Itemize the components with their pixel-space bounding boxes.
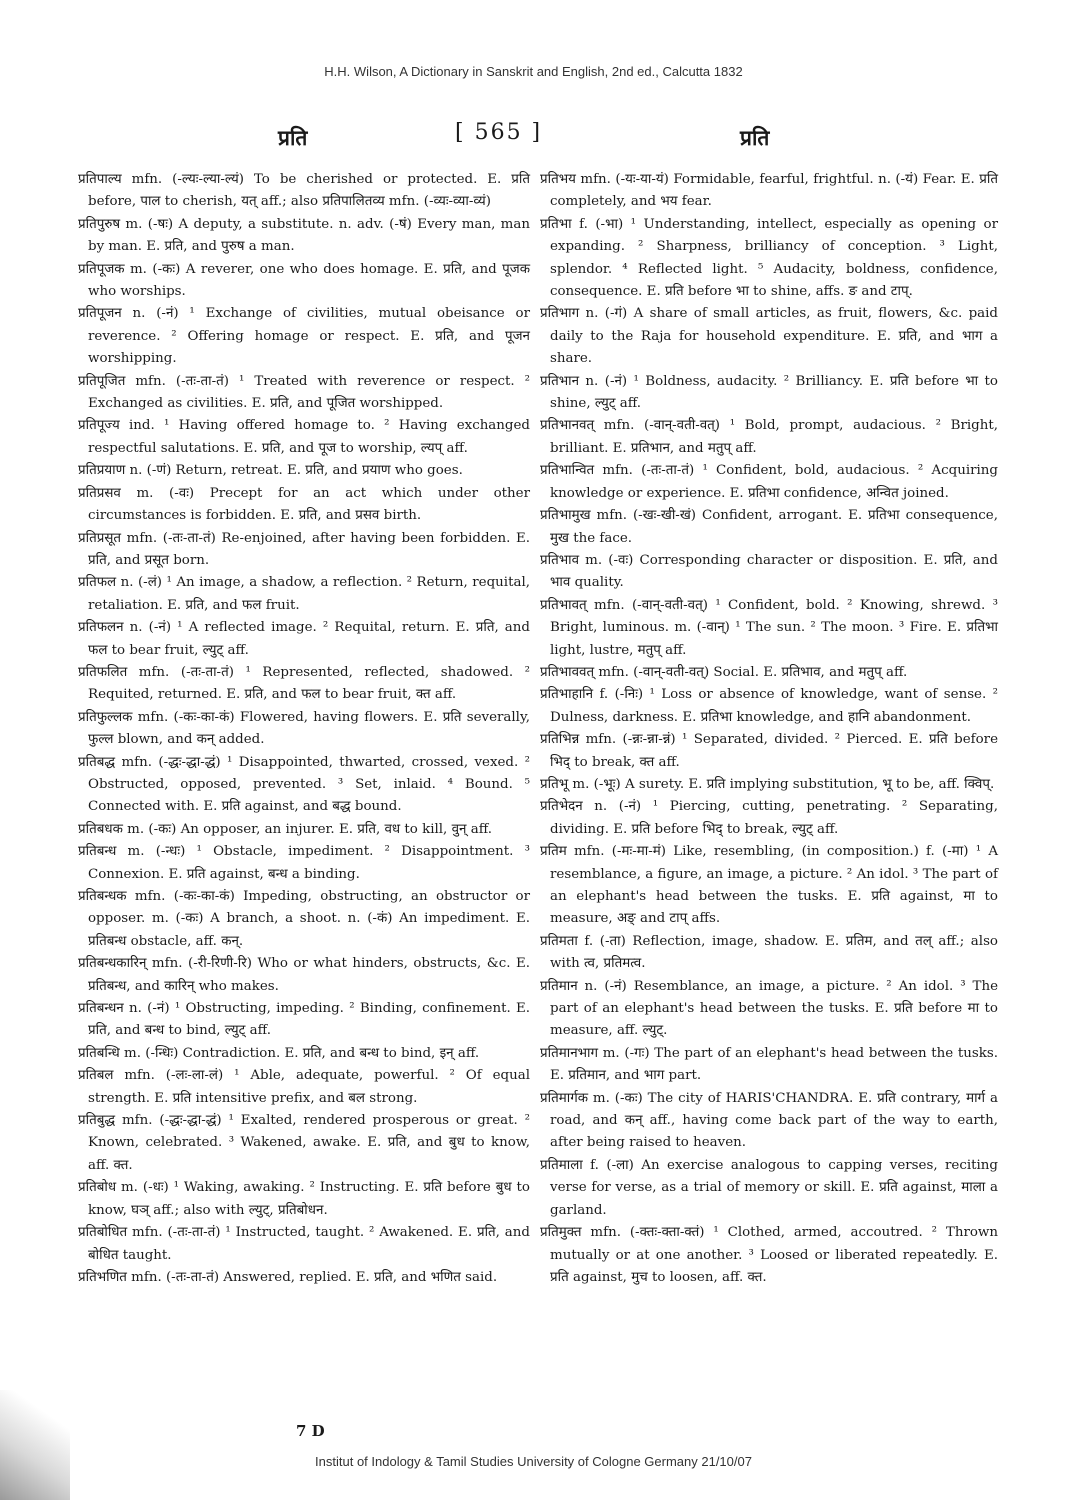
dictionary-entry: प्रतिफुल्लक mfn. (-कः-का-कं) Flowered, having flowers. E. प्रति severally, फुल्ल blown, and कन् added. <box>78 709 530 748</box>
dictionary-entry: प्रतिमान n. (-नं) Resemblance, an image, a picture. ² An idol. ³ The part of an elephant's head between the tusks. E. प्रति before मा to measure, aff. ल्युट्. <box>540 978 998 1039</box>
dictionary-entry: प्रतिमाला f. (-ला) An exercise analogous to capping verses, reciting verse for verse, as a trial of memory or skill. E. प्रति against, माला a garland. <box>540 1157 998 1218</box>
dictionary-entry: प्रतिबधक m. (-कः) An opposer, an injurer. E. प्रति, वध to kill, वुन् aff. <box>78 821 492 837</box>
source-footer: Institut of Indology & Tamil Studies University of Cologne Germany 21/10/07 <box>315 1454 752 1469</box>
dictionary-entry: प्रतिभाग n. (-गं) A share of small articles, as fruit, flowers, &c. paid daily to the Raja for household expenditure. E. प्रति, and भाग a share. <box>540 306 998 367</box>
dictionary-entry: प्रतिभाव m. (-वः) Corresponding character or disposition. E. प्रति, and भाव quality. <box>540 552 998 591</box>
dictionary-entry: प्रतिफलित mfn. (-तः-ता-तं) ¹ Represented, reflected, shadowed. ² Requited, returned. E. प्रति, and फल to bear fruit, क्त aff. <box>78 664 530 703</box>
dictionary-entry: प्रतिबद्ध mfn. (-द्धः-द्धा-द्धं) ¹ Disappointed, thwarted, crossed, vexed. ² Obstructed, opposed, prevented. ³ Set, inlaid. ⁴ Bound. ⁵ Connected with. E. प्रति against, and बद्ध bound. <box>78 754 530 815</box>
dictionary-entry: प्रतिभान n. (-नं) ¹ Boldness, audacity. ² Brilliancy. E. प्रति before भा to shine, ल्युट् aff. <box>540 373 998 412</box>
dictionary-entry: प्रतिमार्गक m. (-कः) The city of HARIS'CHANDRA. E. प्रति contrary, मार्ग a road, and कन् aff., having come back part of the way to earth, after being raised to heaven. <box>540 1090 998 1151</box>
dictionary-entry: प्रतिभावत् mfn. (-वान्-वती-वत्) ¹ Confident, bold. ² Knowing, shrewd. ³ Bright, luminous. m. (-वान्) ¹ The sun. ² The moon. ³ Fire. E. प्रतिभा light, lustre, मतुप् aff. <box>540 597 998 658</box>
scan-shadow <box>0 1390 70 1500</box>
dictionary-entry: प्रतिभान्वित mfn. (-तः-ता-तं) ¹ Confident, bold, audacious. ² Acquiring knowledge or experience. E. प्रतिभा confidence, अन्वित joined. <box>540 463 998 501</box>
dictionary-entry: प्रतिमता f. (-ता) Reflection, image, shadow. E. प्रतिम, and तल् aff.; also with त्व, प्रतिमत्व. <box>540 933 998 972</box>
dictionary-entry: प्रतिभेदन n. (-नं) ¹ Piercing, cutting, penetrating. ² Separating, dividing. E. प्रति before भिद् to break, ल्युट् aff. <box>540 799 998 837</box>
signature-mark: 7 D <box>296 1422 325 1440</box>
dictionary-entry: प्रतिभिन्न mfn. (-न्नः-न्ना-न्नं) ¹ Separated, divided. ² Pierced. E. प्रति before भिद् to break, क्त aff. <box>540 732 998 770</box>
running-head-left: प्रति <box>278 125 308 150</box>
dictionary-entry: प्रतिबोधित mfn. (-तः-ता-तं) ¹ Instructed, taught. ² Awakened. E. प्रति, and बोधित taught. <box>78 1225 530 1263</box>
dictionary-entry: प्रतिबन्धक mfn. (-कः-का-कं) Impeding, obstructing, an obstructor or opposer. m. (-कः) A branch, a shoot. n. (-कं) An impediment. E. प्रतिबन्ध obstacle, aff. कन्. <box>78 889 530 949</box>
running-head-right: प्रति <box>740 125 770 150</box>
dictionary-entry: प्रतिभानवत् mfn. (-वान्-वती-वत्) ¹ Bold, prompt, audacious. ² Bright, brilliant. E. प्रतिभान, and मतुप् aff. <box>540 418 998 456</box>
dictionary-entry: प्रतिबल mfn. (-लः-ला-लं) ¹ Able, adequate, powerful. ² Of equal strength. E. प्रति intensitive prefix, and बल strong. <box>78 1068 530 1106</box>
source-header: H.H. Wilson, A Dictionary in Sanskrit and English, 2nd ed., Calcutta 1832 <box>324 64 743 79</box>
left-column <box>78 169 530 1289</box>
dictionary-entry: प्रतिभणित mfn. (-तः-ता-तं) Answered, replied. E. प्रति, and भणित said. <box>78 1269 498 1285</box>
dictionary-entry: प्रतिभाहानि f. (-निः) ¹ Loss or absence of knowledge, want of sense. ² Dulness, darkness. E. प्रतिभा knowledge, and हानि abandonment. <box>540 687 998 725</box>
dictionary-entry: प्रतिमुक्त mfn. (-क्तः-क्ता-क्तं) ¹ Clothed, armed, accoutred. ² Thrown mutually or at one another. ³ Loosed or liberated repeatedly. E. प्रति against, मुच to loosen, aff. क्त. <box>540 1225 998 1285</box>
dictionary-entry: प्रतिपूज्य ind. ¹ Having offered homage to. ² Having exchanged respectful salutations. E. प्रति, and पूज to worship, ल्यप् aff. <box>78 418 530 456</box>
dictionary-entry: प्रतिपूजन n. (-नं) ¹ Exchange of civilities, mutual obeisance or reverence. ² Offering homage or respect. E. प्रति, and पूजन worshipping. <box>78 306 530 367</box>
dictionary-entry: प्रतिभय mfn. (-यः-या-यं) Formidable, fearful, frightful. n. (-यं) Fear. E. प्रति completely, and भय fear. <box>540 172 998 210</box>
dictionary-entry: प्रतिपाल्य mfn. (-ल्यः-ल्या-ल्यं) To be cherished or protected. E. प्रति before, पाल to cherish, यत् aff.; also प्रतिपालितव्य mfn. (-व्यः-व्या-व्यं) <box>78 172 530 210</box>
dictionary-entry: प्रतिपुरुष m. (-षः) A deputy, a substitute. n. adv. (-षं) Every man, man by man. E. प्रति, and पुरुष a man. <box>78 216 530 255</box>
right-column <box>540 169 998 1289</box>
dictionary-entry: प्रतिभा f. (-भा) ¹ Understanding, intellect, especially as opening or expanding. ² Sharpness, brilliancy of conception. ³ Light, splendor. ⁴ Reflected light. ⁵ Audacity, boldness, confidence, consequence. E. प्रति before भा to shine, affs. ङ and टाप्. <box>540 216 998 300</box>
dictionary-entry: प्रतिभाववत् mfn. (-वान्-वती-वत्) Social. E. प्रतिभाव, and मतुप् aff. <box>540 664 908 680</box>
dictionary-entry: प्रतिभामुख mfn. (-खः-खी-खं) Confident, arrogant. E. प्रतिभा consequence, मुख the face. <box>540 508 998 546</box>
dictionary-entry: प्रतिबन्धकारिन् mfn. (-री-रिणी-रि) Who or what hinders, obstructs, &c. E. प्रतिबन्ध, and कारिन् who makes. <box>78 956 530 994</box>
dictionary-entry: प्रतिबोध m. (-धः) ¹ Waking, awaking. ² Instructing. E. प्रति before बुध to know, घञ् aff.; also with ल्युट्, प्रतिबोधन. <box>78 1180 530 1218</box>
dictionary-entry: प्रतिफल n. (-लं) ¹ An image, a shadow, a reflection. ² Return, requital, retaliation. E. प्रति, and फल fruit. <box>78 575 530 613</box>
dictionary-entry: प्रतिफलन n. (-नं) ¹ A reflected image. ² Requital, return. E. प्रति, and फल to bear fruit, ल्युट् aff. <box>78 620 530 658</box>
dictionary-entry: प्रतिपूजित mfn. (-तः-ता-तं) ¹ Treated with reverence or respect. ² Exchanged as civilities. E. प्रति, and पूजित worshipped. <box>78 373 530 412</box>
page-number: [ 565 ] <box>455 120 543 145</box>
dictionary-entry: प्रतिप्रयाण n. (-णं) Return, retreat. E. प्रति, and प्रयाण who goes. <box>78 463 463 479</box>
dictionary-entry: प्रतिप्रसूत mfn. (-तः-ता-तं) Re-enjoined, after having been forbidden. E. प्रति, and प्रसूत born. <box>78 530 530 568</box>
dictionary-entry: प्रतिपूजक m. (-कः) A reverer, one who does homage. E. प्रति, and पूजक who worships. <box>78 261 530 300</box>
dictionary-entry: प्रतिमानभाग m. (-गः) The part of an elephant's head between the tusks. E. प्रतिमान, and भाग part. <box>540 1045 998 1084</box>
dictionary-entry: प्रतिम mfn. (-मः-मा-मं) Like, resembling, (in composition.) f. (-मा) ¹ A resemblance, a figure, an image, a picture. ² An idol. ³ The part of an elephant's head between the tusks. E. प्रति against, मा to measure, अङ् and टाप् affs. <box>540 844 998 927</box>
dictionary-entry: प्रतिबन्धि m. (-न्धिः) Contradiction. E. प्रति, and बन्ध to bind, इन् aff. <box>78 1045 480 1061</box>
dictionary-entry: प्रतिबन्ध m. (-न्धः) ¹ Obstacle, impediment. ² Disappointment. ³ Connexion. E. प्रति against, बन्ध a binding. <box>78 844 530 882</box>
dictionary-entry: प्रतिप्रसव m. (-वः) Precept for an act which under other circumstances is forbidden. E. प्रति, and प्रसव birth. <box>78 485 530 524</box>
dictionary-entry: प्रतिबन्धन n. (-नं) ¹ Obstructing, impeding. ² Binding, confinement. E. प्रति, and बन्ध to bind, ल्युट् aff. <box>78 1001 530 1039</box>
dictionary-entry: प्रतिबुद्ध mfn. (-द्धः-द्धा-द्धं) ¹ Exalted, rendered prosperous or great. ² Known, celebrated. ³ Wakened, awake. E. प्रति, and बुध to know, aff. क्त. <box>78 1113 530 1173</box>
dictionary-entry: प्रतिभू m. (-भूः) A surety. E. प्रति implying substitution, भू to be, aff. क्विप्. <box>540 776 995 792</box>
